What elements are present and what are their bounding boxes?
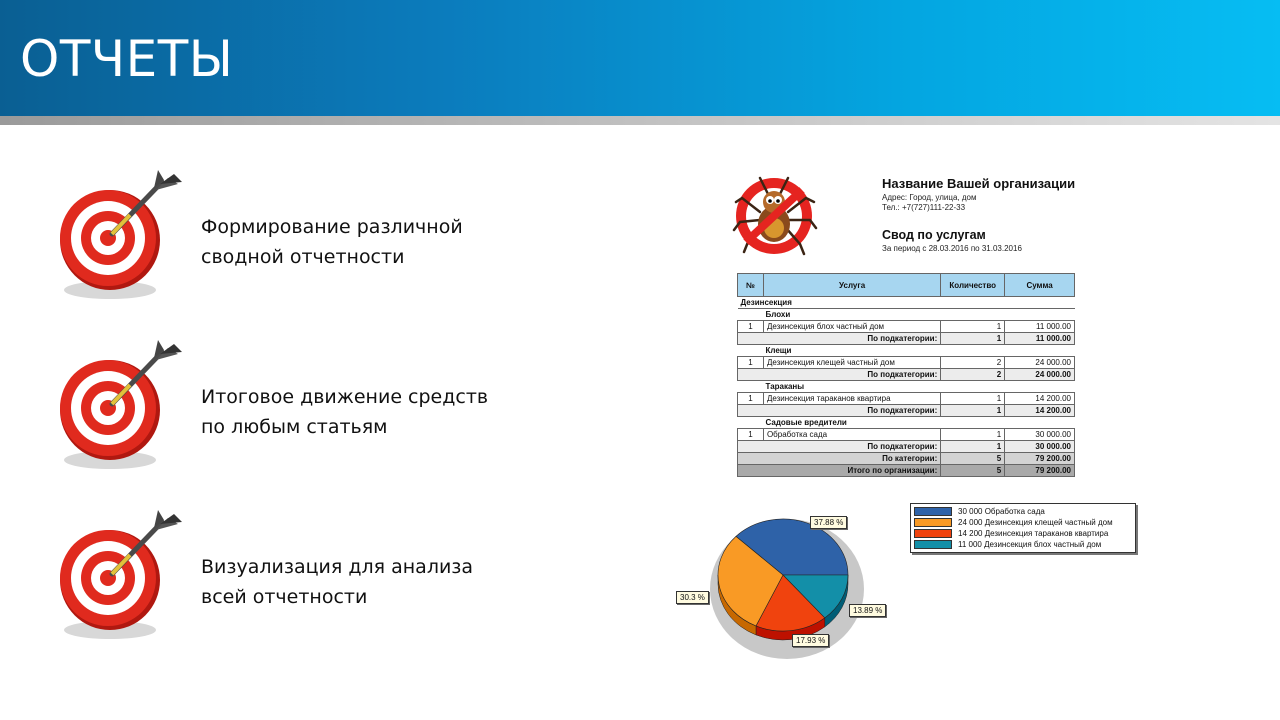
legend-item: [914, 506, 1132, 517]
feature-item: [40, 168, 560, 318]
subcategory-total-row: По подкатегории: 1 11 000.00: [738, 333, 1075, 345]
legend-swatch: [914, 518, 952, 527]
subcategory-row: [738, 381, 1075, 393]
legend-label: 24 000 Дезинсекция клещей частный дом: [958, 518, 1113, 527]
feature-item: [40, 338, 560, 488]
feature-text: [201, 212, 531, 272]
report-period: За период с 28.03.2016 по 31.03.2016: [882, 244, 1022, 253]
legend-swatch: [914, 507, 952, 516]
subcategory-total-row: По подкатегории: 1 30 000.00: [738, 441, 1075, 453]
table-row: 1 Дезинсекция клещей частный дом 2 24 000.00: [738, 357, 1075, 369]
feature-line: всей отчетности: [201, 586, 368, 608]
feature-line: сводной отчетности: [201, 246, 405, 268]
legend-label: 11 000 Дезинсекция блох частный дом: [958, 540, 1102, 549]
feature-line: по любым статьям: [201, 416, 388, 438]
subcategory-row: [738, 345, 1075, 357]
col-service: Услуга: [763, 274, 940, 297]
category-row: [738, 297, 1075, 309]
feature-line: Формирование различной: [201, 216, 463, 238]
subcategory-total-row: По подкатегории: 1 14 200.00: [738, 405, 1075, 417]
header-divider: [0, 116, 1280, 125]
pie-percent-label: 17.93 %: [792, 634, 829, 647]
org-total-row: Итого по организации: 5 79 200.00: [738, 465, 1075, 477]
report-preview: [730, 170, 1090, 490]
pest-logo-icon: [730, 172, 820, 260]
title-bar: [0, 0, 1280, 116]
subcategory-name: Тараканы: [738, 381, 1075, 393]
dart-target-icon: [50, 338, 190, 478]
report-table: [737, 273, 1075, 477]
legend-item: [914, 517, 1132, 528]
col-num: №: [738, 274, 764, 297]
feature-text: [201, 552, 531, 612]
org-phone: Тел.: +7(727)111-22-33: [882, 203, 966, 212]
pie-percent-label: 13.89 %: [849, 604, 886, 617]
feature-text: [201, 382, 531, 442]
dart-target-icon: [50, 508, 190, 648]
col-qty: Количество: [941, 274, 1005, 297]
legend-label: 14 200 Дезинсекция тараканов квартира: [958, 529, 1109, 538]
chart-legend: [910, 503, 1136, 553]
table-row: 1 Обработка сада 1 30 000.00: [738, 429, 1075, 441]
legend-swatch: [914, 529, 952, 538]
dart-target-icon: [50, 168, 190, 308]
legend-label: 30 000 Обработка сада: [958, 507, 1045, 516]
pie-chart: [668, 500, 1148, 670]
table-row: 1 Дезинсекция блох частный дом 1 11 000.00: [738, 321, 1075, 333]
report-title: Свод по услугам: [882, 228, 986, 242]
category-total-row: По категории: 5 79 200.00: [738, 453, 1075, 465]
subcategory-total-row: По подкатегории: 2 24 000.00: [738, 369, 1075, 381]
legend-item: [914, 528, 1132, 539]
subcategory-name: Садовые вредители: [738, 417, 1075, 429]
feature-line: Итоговое движение средств: [201, 386, 489, 408]
table-row: 1 Дезинсекция тараканов квартира 1 14 200.00: [738, 393, 1075, 405]
category-name: Дезинсекция: [738, 297, 1075, 309]
col-sum: Сумма: [1005, 274, 1075, 297]
org-name: Название Вашей организации: [882, 176, 1076, 191]
org-address: Адрес: Город, улица, дом: [882, 193, 977, 202]
feature-line: Визуализация для анализа: [201, 556, 474, 578]
pie-percent-label: 37.88 %: [810, 516, 847, 529]
legend-swatch: [914, 540, 952, 549]
table-header: [738, 274, 1075, 297]
subcategory-row: [738, 417, 1075, 429]
subcategory-row: [738, 309, 1075, 321]
subcategory-name: Блохи: [738, 309, 1075, 321]
feature-item: [40, 508, 560, 658]
pie-chart-svg: [668, 500, 908, 670]
legend-item: [914, 539, 1132, 550]
page-title: ОТЧЕТЫ: [20, 30, 234, 88]
subcategory-name: Клещи: [738, 345, 1075, 357]
pie-percent-label: 30.3 %: [676, 591, 709, 604]
